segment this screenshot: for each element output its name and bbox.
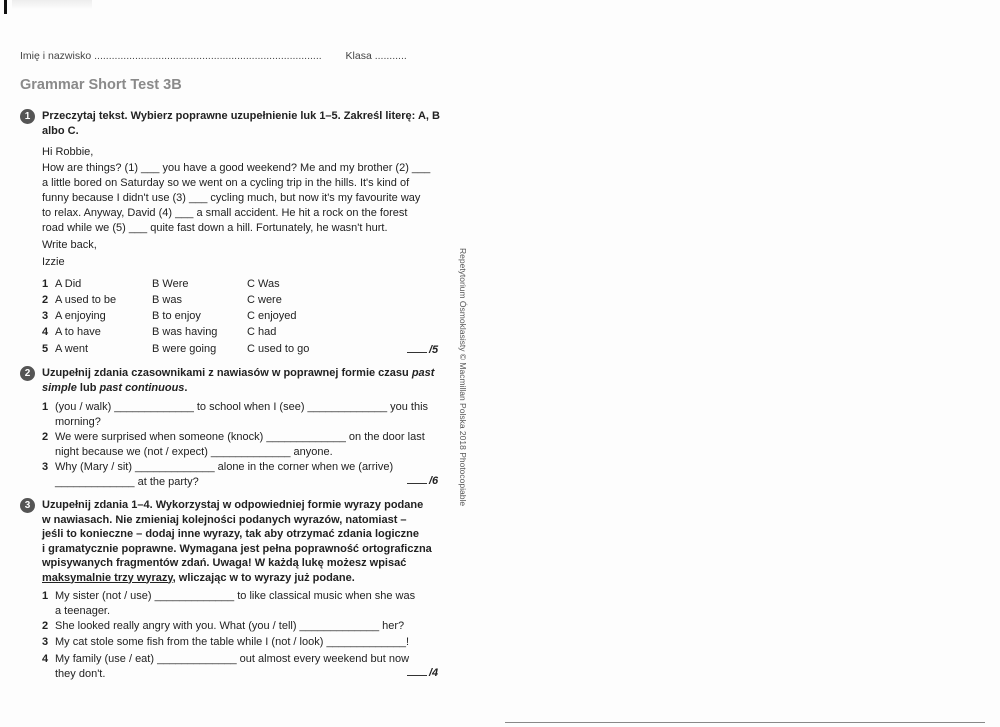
score-total: /5 (429, 344, 439, 356)
scan-shade (12, 0, 92, 10)
exercise-item (42, 589, 442, 618)
item-number: 1 (42, 401, 49, 413)
instruction-line: wpisywanych fragmentów zdań. Uwaga! W każdą lukę możesz wpisać (42, 557, 407, 569)
item-number: 3 (42, 636, 49, 648)
instruction-part: Uzupełnij zdania czasownikami z nawiasów w poprawnej formie czasu (42, 367, 412, 379)
option-b[interactable]: B was having (152, 326, 218, 338)
option-c[interactable]: C enjoyed (247, 310, 297, 322)
instruction-line: w nawiasach. Nie zmieniaj kolejności podanych wyrazów, natomiast – (42, 513, 407, 526)
instruction-part: , wliczając w to wyrazy już podane. (172, 571, 355, 584)
option-a[interactable]: A went (55, 343, 89, 355)
option-a[interactable]: A enjoying (55, 310, 106, 322)
class-dots: ........... (374, 50, 407, 62)
section-3-instruction (42, 498, 442, 585)
item-line[interactable]: Why (Mary / sit) _____________ alone in the corner when we (arrive) (55, 461, 394, 473)
copyright-text: Repetytorium Ósmoklasisty © Macmillan Polska 2018 Photocopiable (458, 248, 468, 507)
item-line: morning? (55, 415, 101, 428)
exercise-item (42, 430, 442, 459)
exercise-item (42, 400, 442, 429)
item-number: 3 (42, 461, 49, 473)
option-b[interactable]: B Were (152, 278, 189, 290)
instruction-line (42, 571, 442, 586)
section-2-instruction (42, 366, 442, 395)
bottom-edge-line (505, 722, 985, 723)
section-1-score[interactable] (407, 343, 438, 356)
section-1-instruction: Przeczytaj tekst. Wybierz poprawne uzupełnienie luk 1–5. Zakreśl literę: A, B albo C. (42, 110, 440, 137)
item-line[interactable]: My sister (not / use) _____________ to like classical music when she was (55, 590, 416, 602)
option-row (42, 278, 442, 293)
item-line[interactable]: (you / walk) _____________ to school when I (see) _____________ you this (55, 401, 429, 413)
letter-line: a little bored on Saturday so we went on a cycling trip in the hills. It's kind of (42, 177, 410, 189)
tense-name: past continuous (99, 381, 185, 394)
item-line: they don't. (55, 667, 106, 680)
exercise-item (42, 635, 442, 650)
option-row (42, 310, 442, 325)
letter-greeting: Hi Robbie, (42, 146, 94, 158)
instruction-part: lub (76, 381, 100, 394)
name-label: Imię i nazwisko (20, 50, 92, 62)
item-number: 2 (42, 431, 49, 443)
option-number: 3 (42, 310, 49, 322)
instruction-line: jeśli to konieczne – dodaj inne wyrazy, tak aby otrzymać zdania logiczne (42, 528, 419, 540)
name-dots: .............................................................................. (94, 50, 322, 62)
item-line[interactable]: night because we (not / expect) _____________ anyone. (55, 445, 333, 458)
header (20, 50, 407, 62)
tense-name: past simple (42, 367, 435, 394)
item-number: 1 (42, 590, 49, 602)
option-b[interactable]: B was (152, 294, 182, 306)
item-line[interactable]: _____________ at the party? (55, 475, 199, 488)
item-line: a teenager. (55, 604, 111, 617)
score-total: /6 (429, 475, 439, 487)
option-b[interactable]: B were going (152, 343, 217, 355)
letter-line: funny because I didn't use (3) ___ cycling much, but now it's my favourite way (42, 192, 421, 204)
option-c[interactable]: C Was (247, 278, 280, 290)
option-row (42, 343, 442, 358)
section-3-number: 3 (20, 498, 35, 513)
option-row (42, 294, 442, 309)
section-1-number: 1 (20, 109, 35, 124)
item-line[interactable]: We were surprised when someone (knock) _____________ on the door last (55, 431, 425, 443)
letter-line: road while we (5) ___ quite fast down a hill. Fortunately, he wasn't hurt. (42, 222, 388, 234)
option-a[interactable]: A to have (55, 326, 101, 338)
option-c[interactable]: C had (247, 326, 277, 338)
option-a[interactable]: A used to be (55, 294, 117, 306)
item-number: 4 (42, 653, 49, 665)
option-number: 1 (42, 278, 49, 290)
option-number: 2 (42, 294, 49, 306)
instruction-line: i gramatycznie poprawne. Wymagana jest pełna poprawność ortograficzna (42, 542, 432, 555)
item-line[interactable]: My family (use / eat) _____________ out almost every weekend but now (55, 653, 410, 665)
class-label: Klasa (345, 50, 372, 62)
page-title: Grammar Short Test 3B (20, 77, 182, 93)
exercise-item (42, 460, 442, 489)
section-2-score[interactable] (407, 474, 438, 487)
option-b[interactable]: B to enjoy (152, 310, 201, 322)
exercise-item (42, 619, 442, 634)
option-c[interactable]: C used to go (247, 343, 310, 355)
letter-signature: Izzie (42, 256, 65, 268)
option-number: 5 (42, 343, 49, 355)
item-line[interactable]: She looked really angry with you. What (you / tell) _____________ her? (55, 620, 405, 632)
item-line[interactable]: My cat stole some fish from the table while I (not / look) _____________! (55, 636, 410, 648)
option-c[interactable]: C were (247, 294, 282, 306)
scan-edge-mark (4, 0, 7, 14)
letter-closing: Write back, (42, 239, 97, 251)
letter-line: to relax. Anyway, David (4) ___ a small accident. He hit a rock on the forest (42, 207, 408, 219)
section-3-score[interactable] (407, 666, 438, 679)
section-2-number: 2 (20, 366, 35, 381)
option-row (42, 326, 442, 341)
instruction-part: . (184, 381, 188, 394)
letter-line: How are things? (1) ___ you have a good weekend? Me and my brother (2) ___ (42, 162, 431, 174)
copyright-note (458, 248, 478, 508)
option-number: 4 (42, 326, 49, 338)
score-total: /4 (429, 667, 439, 679)
item-number: 2 (42, 620, 49, 632)
instruction-line: Uzupełnij zdania 1–4. Wykorzystaj w odpowiedniej formie wyrazy podane (42, 499, 424, 511)
underlined-rule: maksymalnie trzy wyrazy (42, 571, 173, 584)
option-a[interactable]: A Did (55, 278, 82, 290)
letter-body (42, 161, 442, 236)
exercise-item (42, 652, 442, 681)
